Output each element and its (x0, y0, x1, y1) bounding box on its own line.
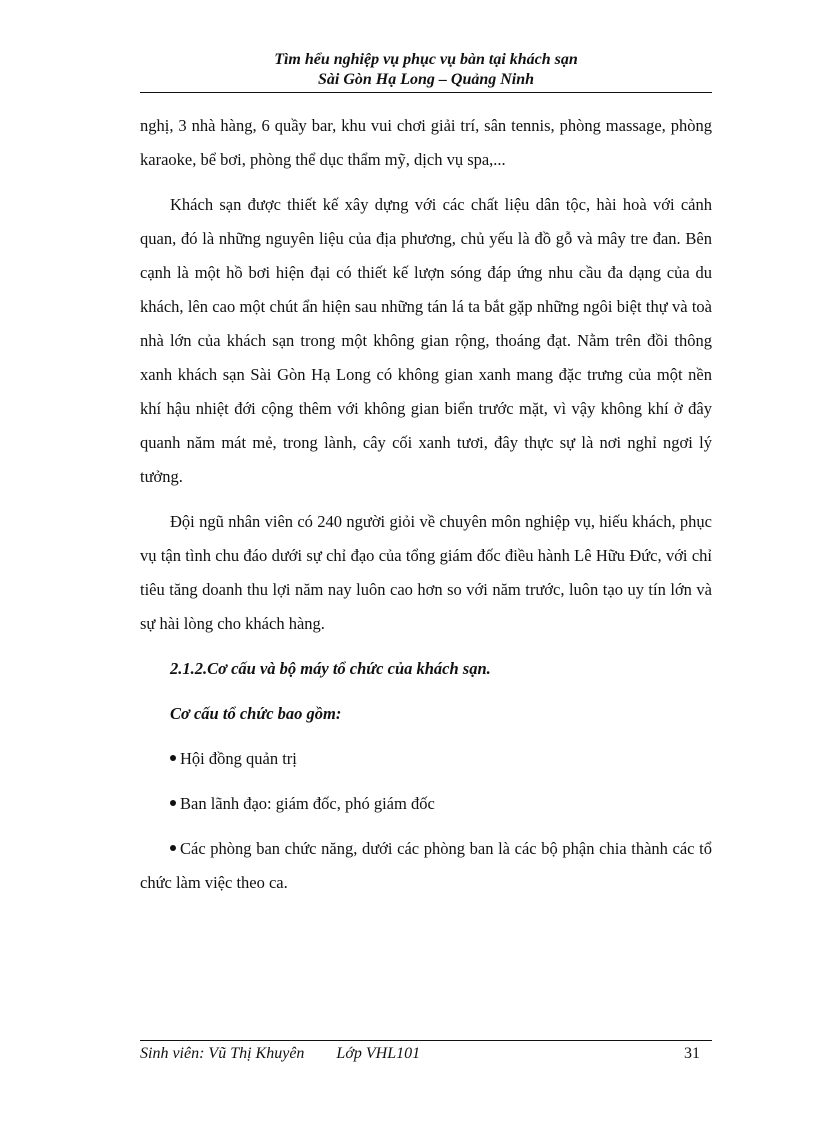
bullet-text: Ban lãnh đạo: giám đốc, phó giám đốc (180, 794, 435, 813)
bullet-text: Hội đồng quản trị (180, 749, 297, 768)
bullet-text: Các phòng ban chức năng, dưới các phòng ban là các bộ phận chia thành các tổ chức làm việc theo ca. (140, 839, 712, 892)
footer-student: Sinh viên: Vũ Thị Khuyên (140, 1045, 305, 1062)
paragraph-facilities: nghị, 3 nhà hàng, 6 quầy bar, khu vui chơi giải trí, sân tennis, phòng massage, phòng karaoke, bể bơi, phòng thể dục thẩm mỹ, dịch vụ spa,... (140, 116, 712, 169)
section-subheading: Cơ cấu tổ chức bao gồm: (170, 704, 342, 723)
section-heading: 2.1.2.Cơ cấu và bộ máy tổ chức của khách sạn. (170, 659, 491, 678)
page-footer (140, 1044, 700, 1064)
header-title-line-1: Tìm hểu nghiệp vụ phục vụ bàn tại khách sạn (274, 51, 578, 68)
header-title-line-2: Sài Gòn Hạ Long – Quảng Ninh (317, 71, 535, 88)
header-divider (140, 92, 712, 93)
footer-divider (140, 1040, 712, 1041)
bullet-item-board (140, 742, 712, 776)
page-header (140, 50, 712, 90)
paragraph-design: Khách sạn được thiết kế xây dựng với các chất liệu dân tộc, hài hoà với cảnh quan, đó là những nguyên liệu của địa phương, chủ yếu là đồ gỗ và mây tre đan. Bên cạnh là một hồ bơi hiện đại có thiết kế lượn sóng đáp ứng nhu cầu đa dạng của du khách, lên cao một chút ẩn hiện sau những tán lá ta bắt gặp những ngôi biệt thự và toà nhà lớn của khách sạn trong một không gian rộng, thoáng đạt. Nằm trên đồi thông xanh khách sạn Sài Gòn Hạ Long có không gian xanh mang đặc trưng của một nền khí hậu nhiệt đới cộng thêm với không gian biển trước mặt, vì vậy không khí ở đây quanh năm mát mẻ, trong lành, cây cối xanh tươi, đây thực sự là nơi nghỉ ngơi lý tưởng. (140, 195, 712, 486)
bullet-icon (170, 800, 176, 806)
bullet-icon (170, 755, 176, 761)
bullet-item-departments (140, 832, 712, 900)
bullet-icon (170, 845, 176, 851)
document-body (140, 109, 712, 911)
footer-class: Lớp VHL101 (336, 1045, 421, 1062)
bullet-item-leadership (140, 787, 712, 821)
paragraph-staff: Đội ngũ nhân viên có 240 người giỏi về chuyên môn nghiệp vụ, hiếu khách, phục vụ tận tình chu đáo dưới sự chỉ đạo của tổng giám đốc điều hành Lê Hữu Đức, với chỉ tiêu tăng doanh thu lợi năm nay luôn cao hơn so với năm trước, luôn tạo uy tín lớn và sự hài lòng cho khách hàng. (140, 512, 712, 633)
page-number: 31 (684, 1045, 700, 1062)
